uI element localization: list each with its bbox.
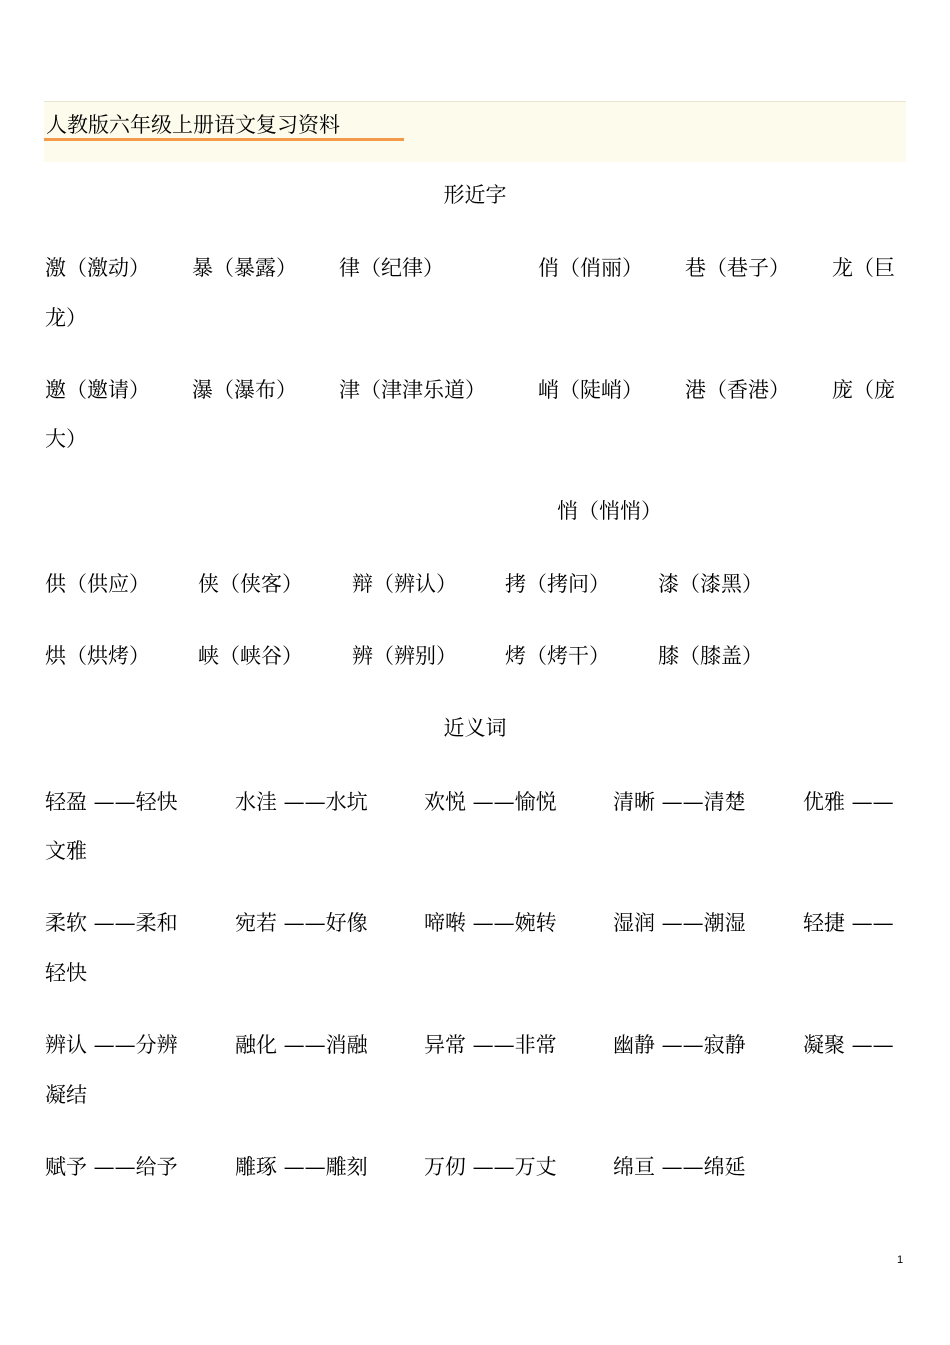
similar-char-item: 庞（庞 — [832, 378, 895, 402]
synonym-pair: 万仞 ——万丈 — [424, 1155, 557, 1179]
similar-char-row — [0, 376, 950, 404]
similar-char-item: 俏（俏丽） — [538, 256, 643, 280]
title-banner — [44, 101, 906, 162]
synonym-pair: 雕琢 ——雕刻 — [235, 1155, 368, 1179]
similar-char-item: 峭（陡峭） — [538, 378, 643, 402]
synonym-pair: 水洼 ——水坑 — [235, 790, 368, 814]
similar-char-item: 津（津津乐道） — [339, 378, 486, 402]
similar-char-item: 烘（烘烤） — [45, 644, 150, 668]
synonym-pair: 幽静 ——寂静 — [613, 1033, 746, 1057]
similar-char-item: 漆（漆黑） — [658, 572, 763, 596]
similar-char-item: 瀑（瀑布） — [192, 378, 297, 402]
synonym-row — [0, 1031, 950, 1059]
similar-char-item: 激（激动） — [45, 256, 150, 280]
page-number: 1 — [897, 1254, 904, 1266]
section-heading-similar-characters: 形近字 — [443, 183, 507, 207]
synonym-pair: 绵亘 ——绵延 — [613, 1155, 746, 1179]
synonym-pair: 轻捷 —— — [803, 911, 894, 935]
similar-char-item: 烤（烤干） — [505, 644, 610, 668]
synonym-pair: 清晰 ——清楚 — [613, 790, 746, 814]
similar-char-item: 暴（暴露） — [192, 256, 297, 280]
similar-char-wrap: 大） — [45, 427, 87, 451]
similar-char-item: 邀（邀请） — [45, 378, 150, 402]
synonym-pair: 融化 ——消融 — [235, 1033, 368, 1057]
similar-char-item: 辨（辨别） — [352, 644, 457, 668]
similar-char-item: 港（香港） — [685, 378, 790, 402]
synonym-row — [0, 909, 950, 937]
synonym-pair: 凝聚 —— — [803, 1033, 894, 1057]
synonym-row — [0, 788, 950, 816]
similar-char-item: 拷（拷问） — [505, 572, 610, 596]
similar-char-item: 辩（辨认） — [352, 572, 457, 596]
synonym-wrap: 文雅 — [45, 839, 87, 863]
similar-char-item: 律（纪律） — [339, 256, 444, 280]
synonym-pair: 轻盈 ——轻快 — [45, 790, 178, 814]
similar-char-item: 侠（侠客） — [198, 572, 303, 596]
synonym-pair: 宛若 ——好像 — [235, 911, 368, 935]
synonym-pair: 湿润 ——潮湿 — [613, 911, 746, 935]
synonym-wrap: 轻快 — [45, 961, 87, 985]
synonym-pair: 异常 ——非常 — [424, 1033, 557, 1057]
similar-char-wrap: 龙） — [45, 306, 87, 330]
similar-char-row — [0, 254, 950, 282]
section-heading-synonyms: 近义词 — [443, 716, 507, 740]
synonym-pair: 辨认 ——分辨 — [45, 1033, 178, 1057]
synonym-pair: 柔软 ——柔和 — [45, 911, 178, 935]
similar-char-row — [0, 570, 950, 598]
document-title: 人教版六年级上册语文复习资料 — [46, 113, 340, 137]
similar-char-item: 膝（膝盖） — [658, 644, 763, 668]
similar-char-item: 供（供应） — [45, 572, 150, 596]
similar-char-item: 龙（巨 — [832, 256, 895, 280]
synonym-pair: 赋予 ——给予 — [45, 1155, 178, 1179]
similar-char-row — [0, 642, 950, 670]
synonym-pair: 欢悦 ——愉悦 — [424, 790, 557, 814]
similar-char-extra: 悄（悄悄） — [557, 499, 662, 523]
title-underline — [44, 138, 404, 141]
synonym-row — [0, 1153, 950, 1181]
similar-char-item: 巷（巷子） — [685, 256, 790, 280]
synonym-pair: 优雅 —— — [803, 790, 894, 814]
synonym-pair: 啼啭 ——婉转 — [424, 911, 557, 935]
synonym-wrap: 凝结 — [45, 1083, 87, 1107]
similar-char-item: 峡（峡谷） — [198, 644, 303, 668]
